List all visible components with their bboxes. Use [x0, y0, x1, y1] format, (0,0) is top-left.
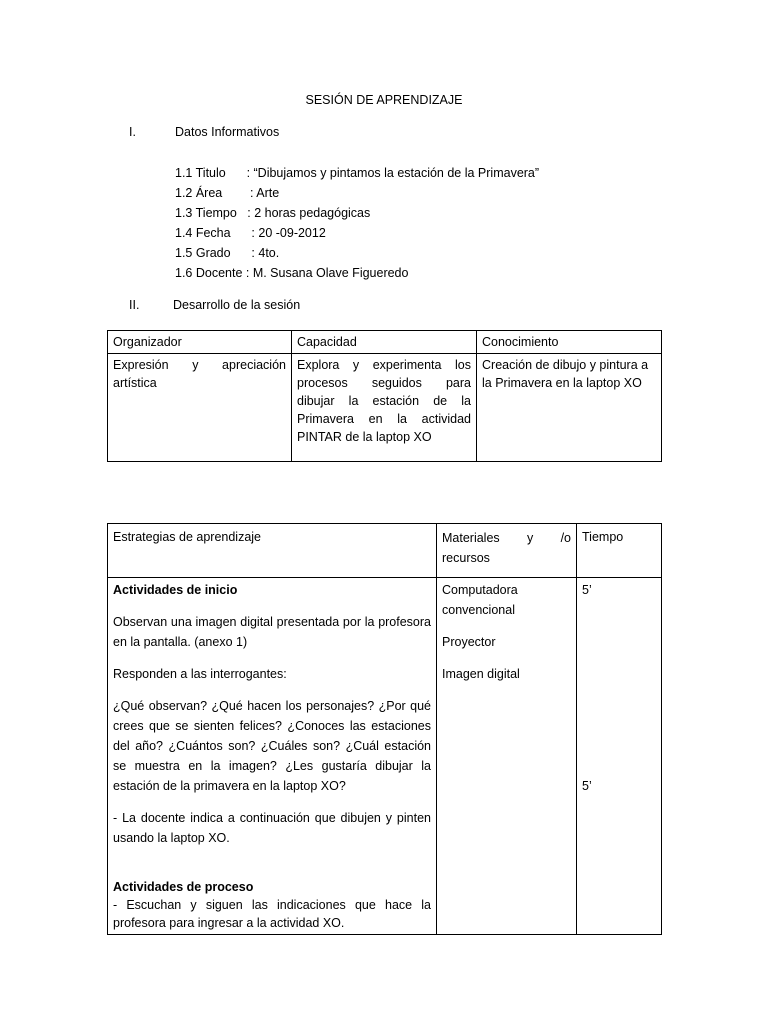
- info-docente: 1.6 Docente : M. Susana Olave Figueredo: [175, 266, 409, 280]
- header-estrategias: Estrategias de aprendizaje: [108, 524, 437, 578]
- capacity-table: [107, 330, 662, 462]
- info-fecha: 1.4 Fecha : 20 -09-2012: [175, 226, 326, 240]
- capacidad-line-2: procesos seguidos para: [297, 376, 471, 390]
- cell-capacidad: [292, 354, 477, 462]
- materiales-header-line-2: recursos: [442, 551, 490, 565]
- material-imagen-digital: Imagen digital: [442, 667, 520, 681]
- section2-label: Desarrollo de la sesión: [173, 298, 301, 312]
- inicio-paragraph-1: Observan una imagen digital presentada por la profesora en la pantalla. (anexo 1): [113, 615, 431, 649]
- info-tiempo: 1.3 Tiempo : 2 horas pedagógicas: [175, 206, 371, 220]
- info-grado: 1.5 Grado : 4to.: [175, 246, 280, 260]
- inicio-title: Actividades de inicio: [113, 583, 238, 597]
- header-conocimiento: Conocimiento: [477, 331, 662, 354]
- cell-materiales: [437, 578, 577, 935]
- inicio-paragraph-4: - La docente indica a continuación que dibujen y pinten usando la laptop XO.: [113, 811, 431, 845]
- inicio-paragraph-3: ¿Qué observan? ¿Qué hacen los personajes? ¿Por qué crees que se sienten felices? ¿Conoces las estaciones del año? ¿Cuántos son? ¿Cuáles son? ¿Cuál estación se muestra en la imagen? ¿Les gustaría dibujar la estación de la primavera en la laptop XO?: [113, 699, 431, 793]
- inicio-paragraph-2: Responden a las interrogantes:: [113, 667, 287, 681]
- capacidad-line-5: PINTAR de la laptop XO: [297, 430, 432, 444]
- capacidad-line-4: Primavera en la actividad: [297, 412, 471, 426]
- materiales-header-line-1: Materiales y /o: [442, 531, 571, 545]
- strategies-table: [107, 523, 662, 935]
- section2-number: II.: [129, 298, 140, 312]
- header-capacidad: Capacidad: [292, 331, 477, 354]
- tiempo-segundo: 5’: [582, 779, 592, 793]
- document-title: SESIÓN DE APRENDIZAJE: [305, 93, 463, 107]
- proceso-paragraph-1: - Escuchan y siguen las indicaciones que hace la profesora para ingresar a la actividad XO.: [113, 898, 431, 930]
- cell-tiempo: [577, 578, 662, 935]
- tiempo-inicio: 5’: [582, 583, 592, 597]
- material-convencional: convencional: [442, 603, 515, 617]
- section1-number: I.: [129, 125, 136, 139]
- info-area: 1.2 Área : Arte: [175, 186, 280, 200]
- proceso-title: Actividades de proceso: [113, 880, 254, 894]
- section1-label: Datos Informativos: [175, 125, 280, 139]
- capacidad-line-1: Explora y experimenta los: [297, 358, 471, 372]
- capacidad-line-3: dibujar la estación de la: [297, 394, 471, 408]
- cell-estrategias: [108, 578, 437, 935]
- organizador-line-2: artística: [113, 376, 157, 390]
- material-proyector: Proyector: [442, 635, 496, 649]
- material-computadora: Computadora: [442, 583, 518, 597]
- cell-organizador: [108, 354, 292, 462]
- header-organizador: Organizador: [108, 331, 292, 354]
- organizador-line-1: Expresión y apreciación: [113, 358, 286, 372]
- info-titulo: 1.1 Titulo : “Dibujamos y pintamos la estación de la Primavera”: [175, 166, 540, 180]
- header-materiales: [437, 524, 577, 578]
- cell-conocimiento: Creación de dibujo y pintura a la Primavera en la laptop XO: [477, 354, 662, 462]
- header-tiempo: Tiempo: [577, 524, 662, 578]
